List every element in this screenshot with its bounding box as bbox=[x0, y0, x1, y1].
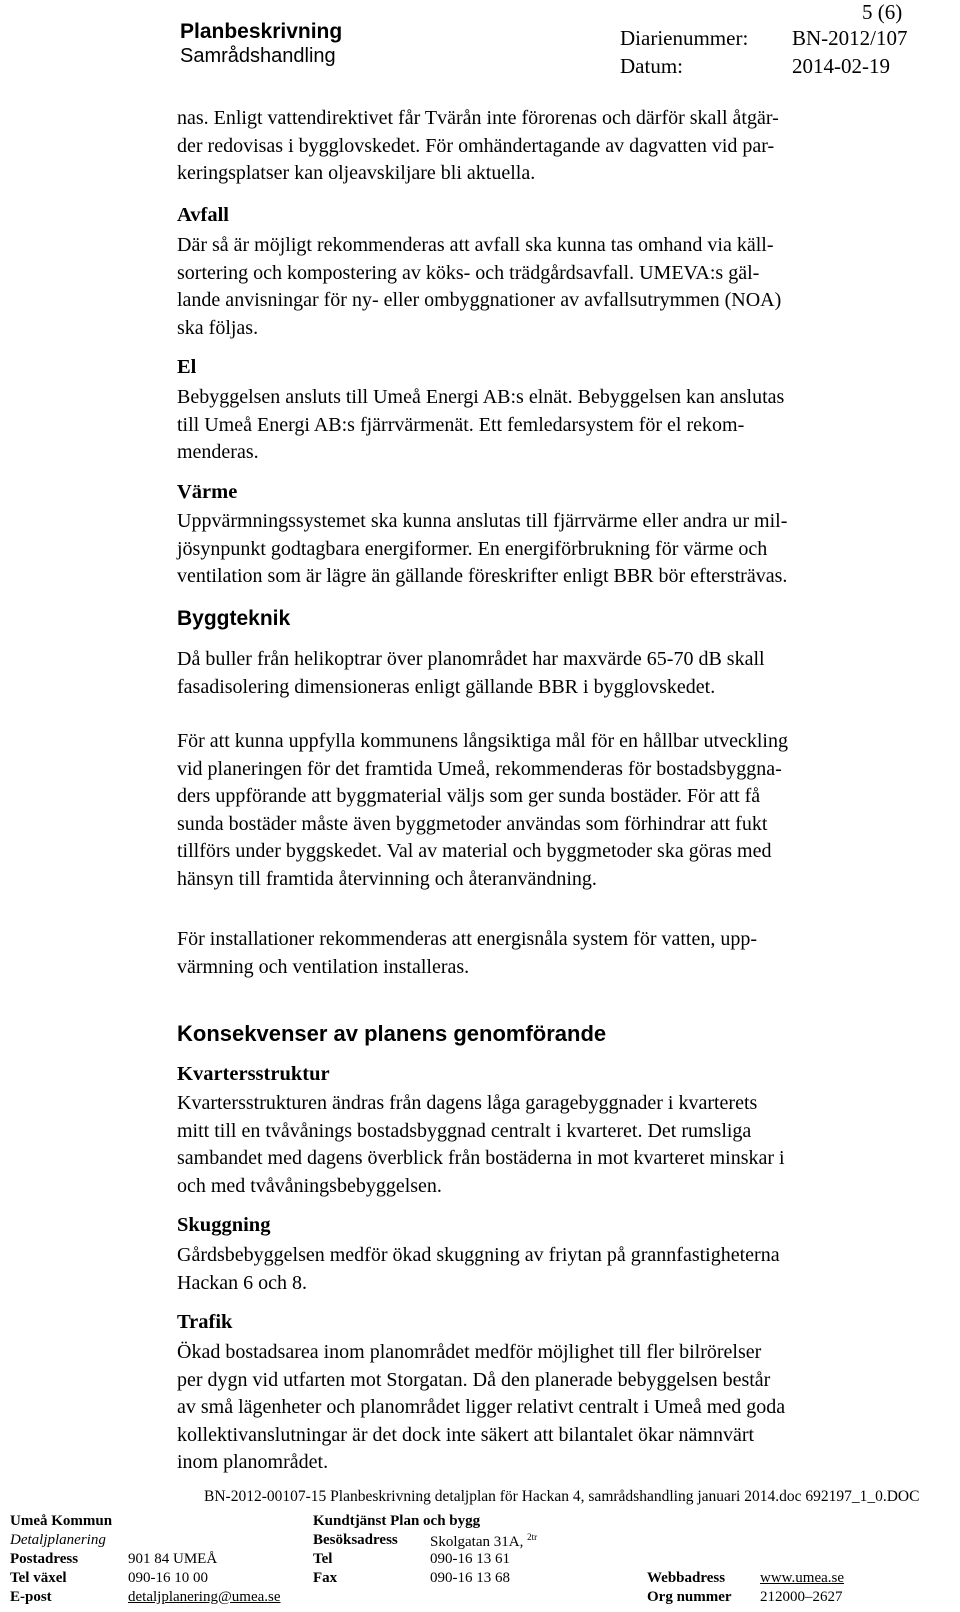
heading-varme: Värme bbox=[177, 481, 238, 503]
paragraph-varme: Uppvärmningssystemet ska kunna anslutas till fjärrvärme eller andra ur mil- jösynpunkt godtagbara energiformer. En energiförbrukning för värme och ventilation som är lägre än gällande föreskrifter enligt BBR bör eftersträvas. bbox=[177, 510, 788, 587]
footer-dept: Detaljplanering bbox=[10, 1532, 106, 1548]
footer-doc-reference: BN-2012-00107-15 Planbeskrivning detaljplan för Hackan 4, samrådshandling januari 2014.doc 692197_1_0.DOC bbox=[204, 1488, 920, 1505]
footer-org-value: 212000–2627 bbox=[760, 1589, 843, 1605]
footer-tel-label: Tel bbox=[313, 1551, 333, 1567]
footer-telvaxel-value: 090-16 10 00 bbox=[128, 1570, 208, 1586]
footer-org-label: Org nummer bbox=[647, 1589, 732, 1605]
footer-epost-link[interactable]: detaljplanering@umea.se bbox=[128, 1589, 281, 1605]
heading-trafik: Trafik bbox=[177, 1311, 233, 1333]
footer-besok-value: Skolgatan 31A, $^{2tr}$ bbox=[430, 1532, 538, 1550]
paragraph-kvartersstruktur: Kvartersstrukturen ändras från dagens låga garagebyggnader i kvarterets mitt till en tvåvånings bostadsbyggnad centralt i kvarteret. Det rumsliga sambandet med dagens överblick från bostäderna in mot kvarteret minskar i och med tvåvåningsbebyggelsen. bbox=[177, 1092, 785, 1197]
heading-kvartersstruktur: Kvartersstruktur bbox=[177, 1063, 330, 1085]
heading-el: El bbox=[177, 356, 197, 378]
datum-label: Datum: bbox=[620, 54, 683, 78]
heading-avfall: Avfall bbox=[177, 204, 230, 226]
footer-org: Umeå Kommun bbox=[10, 1513, 113, 1529]
paragraph-trafik: Ökad bostadsarea inom planområdet medför möjlighet till fler bilrörelser per dygn vid utfarten mot Storgatan. Då den planerade bebyggelsen består av små lägenheter och planområdet ligger relativt centralt i Umeå med goda kollektivanslutningar är det dock inte säkert att bilantalet ökar nämnvärt inom planområdet. bbox=[177, 1341, 786, 1473]
footer-webb-link[interactable]: www.umea.se bbox=[760, 1570, 845, 1586]
footer-postadress-label: Postadress bbox=[10, 1551, 79, 1567]
heading-konsekvenser: Konsekvenser av planens genomförande bbox=[177, 1021, 607, 1046]
paragraph-skuggning: Gårdsbebyggelsen medför ökad skuggning av friytan på grannfastigheterna Hackan 6 och 8. bbox=[177, 1244, 780, 1294]
paragraph-byggteknik-2: För att kunna uppfylla kommunens långsiktiga mål för en hållbar utveckling vid planeringen för det framtida Umeå, rekommenderas för bostadsbyggna- ders uppförande att byggmaterial väljs som ger sunda bostäder. För att få sunda bostäder måste även byggmetoder användas som förhindrar att fukt tillförs under byggskedet. Val av material och byggmetoder ska göras med hänsyn till framtida återvinning och återanvändning. bbox=[177, 730, 788, 890]
doc-subtitle: Samrådshandling bbox=[180, 45, 336, 67]
footer-fax-label: Fax bbox=[313, 1570, 338, 1586]
page-number: 5 (6) bbox=[862, 0, 903, 24]
paragraph-dagvatten: nas. Enligt vattendirektivet får Tvärån inte förorenas och därför skall åtgär- der redovisas i bygglovskedet. För omhändertagande av dagvatten vid par- keringsplatser kan oljeavskiljare bli aktuella. bbox=[177, 107, 779, 184]
footer-epost-label: E-post bbox=[10, 1589, 52, 1605]
footer-postadress-value: 901 84 UMEÅ bbox=[128, 1551, 218, 1567]
diarienummer-label: Diarienummer: bbox=[620, 26, 749, 50]
paragraph-byggteknik-1: Då buller från helikoptrar över planområdet har maxvärde 65-70 dB skall fasadisolering dimensioneras enligt gällande BBR i bygglovskedet. bbox=[177, 648, 765, 698]
footer-webb-label: Webbadress bbox=[647, 1570, 726, 1586]
diarienummer-value: BN-2012/107 bbox=[792, 26, 908, 50]
footer-tel-value: 090-16 13 61 bbox=[430, 1551, 510, 1567]
paragraph-byggteknik-3: För installationer rekommenderas att energisnåla system för vatten, upp- värmning och ventilation installeras. bbox=[177, 928, 758, 978]
heading-skuggning: Skuggning bbox=[177, 1214, 271, 1236]
footer-telvaxel-label: Tel växel bbox=[10, 1570, 67, 1586]
datum-value: 2014-02-19 bbox=[792, 54, 890, 78]
heading-byggteknik: Byggteknik bbox=[177, 607, 291, 630]
footer-kundtjanst: Kundtjänst Plan och bygg bbox=[313, 1513, 481, 1529]
paragraph-avfall: Där så är möjligt rekommenderas att avfall ska kunna tas omhand via käll- sortering och kompostering av köks- och trädgårdsavfall. UMEVA:s gäl- lande anvisningar för ny- eller ombyggnationer av avfallsutrymmen (NOA) ska följas. bbox=[177, 234, 782, 339]
footer-fax-value: 090-16 13 68 bbox=[430, 1570, 510, 1586]
footer-besok-label: Besöksadress bbox=[313, 1532, 398, 1548]
doc-title: Planbeskrivning bbox=[180, 20, 343, 43]
paragraph-el: Bebyggelsen ansluts till Umeå Energi AB:s elnät. Bebyggelsen kan anslutas till Umeå Energi AB:s fjärrvärmenät. Ett femledarsystem för el rekom- menderas. bbox=[177, 386, 785, 463]
